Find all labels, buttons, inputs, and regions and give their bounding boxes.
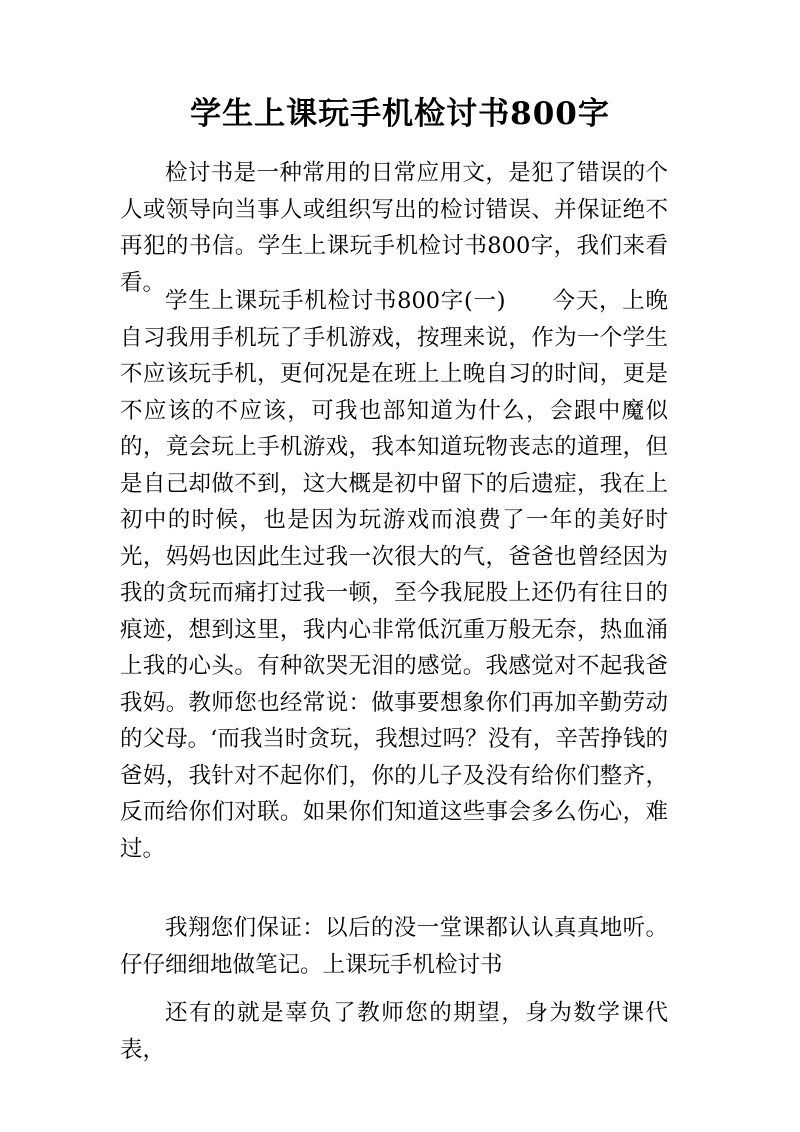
paragraph-body-2: 我翔您们保证：以后的没一堂课都认认真真地听。仔仔细细地做笔记。上课玩手机检讨书: [120, 915, 668, 978]
paragraph-body-1: 学生上课玩手机检讨书800字(一) 今天，上晚自习我用手机玩了手机游戏，按理来说，作为一个学生不应该玩手机，更何况是在班上上晚自习的时间，更是不应该的不应该，可我也部知道为什么，会跟中魔似的，竟会玩上手机游戏，我本知道玩物丧志的道理，但是自己却做不到，这大概是初中留下的后遗症，我在上初中的时候，也是因为玩游戏而浪费了一年的美好时光，妈妈也因此生过我一次很大的气，爸爸也曾经因为我的贪玩而痛打过我一顿，至今我屁股上还仍有往日的痕迹，想到这里，我内心非常低沉重万般无奈，热血涌上我的心头。有种欲哭无泪的感觉。我感觉对不起我爸我妈。教师您也经常说：做事要想象你们再加辛勤劳动的父母。‘而我当时贪玩，我想过吗？没有，辛苦挣钱的爸妈，我针对不起你们，你的儿子及没有给你们整齐，反而给你们对联。如果你们知道这些事会多么伤心，难过。: [120, 288, 668, 862]
paragraph-intro: 检讨书是一种常用的日常应用文，是犯了错误的个人或领导向当事人或组织写出的检讨错误、并保证绝不再犯的书信。学生上课玩手机检讨书800字，我们来看看。: [120, 160, 668, 296]
paragraph-body-3: 还有的就是辜负了教师您的期望，身为数学课代表，: [120, 1000, 668, 1063]
document-title: 学生上课玩手机检讨书800字: [190, 96, 610, 132]
